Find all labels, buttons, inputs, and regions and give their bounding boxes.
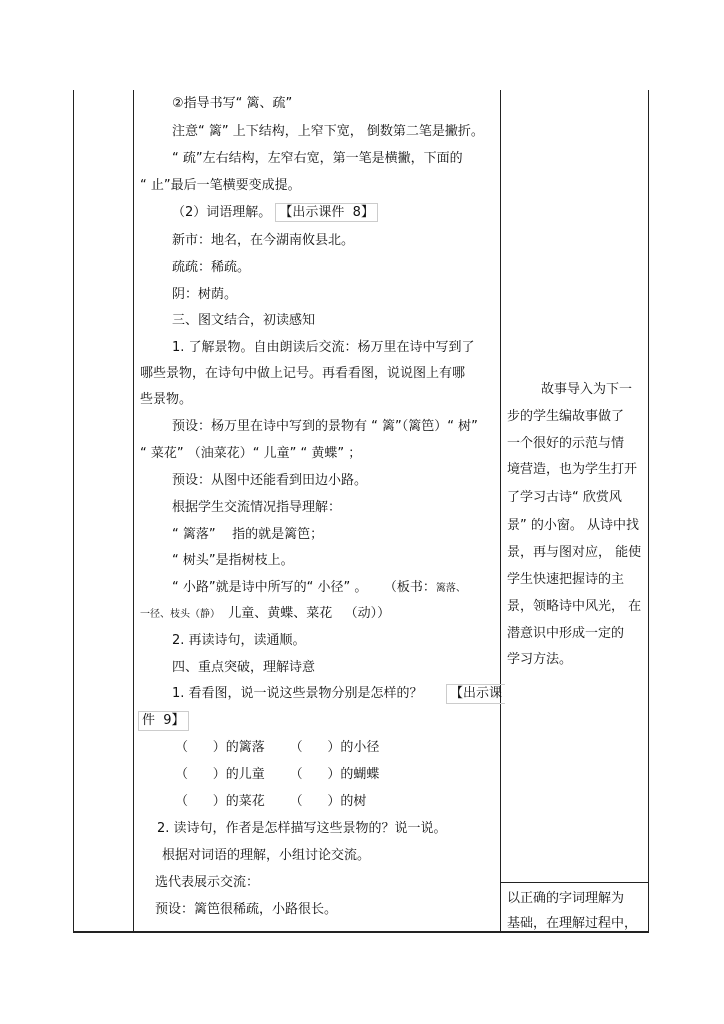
section-heading: 三、图文结合，初读感知 (172, 313, 316, 328)
note-line: 以正确的字词理解为 (507, 891, 625, 906)
note-line: 步的学生编故事做了 (507, 409, 625, 424)
note-line: 了学习古诗“ 欣赏风 (507, 490, 622, 505)
text: “ 小路”就是诗中所写的“ 小径” 。 （板书： (172, 580, 436, 595)
table-column-divider (500, 90, 501, 933)
text-line: 些景物。 (140, 392, 193, 407)
fill-blank-line: （ ）的菜花 （ ）的树 (175, 794, 367, 809)
text-line (172, 580, 466, 597)
table-column-divider (133, 90, 134, 933)
note-line: 学习方法。 (507, 652, 573, 667)
text-line: 1. 看看图，说一说这些景物分别是怎样的？ (172, 686, 423, 701)
note-line: 一个很好的示范与情 (507, 436, 625, 451)
section-heading: 四、重点突破，理解诗意 (172, 660, 316, 675)
text-line: 疏疏：稀疏。 (172, 260, 251, 275)
note-line: 故事导入为下一 (541, 382, 633, 397)
table-border-right (648, 90, 649, 933)
board-note: 篱落、 (435, 583, 466, 594)
text-line (172, 205, 378, 221)
note-line: 景，领略诗中风光， 在 (507, 599, 642, 614)
note-line: 景，再与图对应， 能使 (507, 545, 642, 560)
text-line: 预设：篱笆很稀疏，小路很长。 (155, 902, 338, 917)
text-line: ②指导书写“ 篱、疏” (172, 96, 293, 111)
text-line: 1. 了解景物。自由朗读后交流：杨万里在诗中写到了 (172, 340, 475, 355)
text: 儿童、黄蝶、菜花 （动）） (220, 606, 391, 621)
text-line: 哪些景物，在诗句中做上记号。再看看图，说说图上有哪 (140, 366, 466, 381)
fill-blank-line: （ ）的儿童 （ ）的蝴蝶 (175, 767, 380, 782)
note-line: 境营造，也为学生打开 (507, 462, 638, 477)
text-line: 选代表展示交流： (155, 875, 260, 890)
note-line: 基础，在理解过程中， (507, 916, 638, 931)
text: （2）词语理解。 (172, 205, 272, 220)
text-line: 阴：树荫。 (172, 287, 238, 302)
board-note: 一径、枝头（静） (140, 609, 220, 620)
text-line: 根据对词语的理解，小组讨论交流。 (162, 848, 371, 863)
text-line: “ 止”最后一笔横要变成提。 (140, 178, 301, 193)
text-line: “ 菜花” （油菜花）“ 儿童” “ 黄蝶” ； (140, 446, 362, 461)
text-line: 2. 读诗句，作者是怎样描写这些景物的？说一说。 (157, 821, 447, 836)
text-line: 预设：杨万里在诗中写到的景物有 “ 篱”（篱笆）“ 树” (172, 419, 478, 434)
courseware-9-tag: 件 9】 (138, 711, 189, 731)
text-line: “ 篱落” 指的就是篱笆； (172, 527, 324, 542)
table-border-left (73, 90, 74, 933)
text-line: 2. 再读诗句，读通顺。 (172, 633, 306, 648)
courseware-8-tag: 【出示课件 8】 (275, 203, 378, 222)
fill-blank-line: （ ）的篱落 （ ）的小径 (175, 740, 380, 755)
notes-row-divider (500, 882, 649, 883)
text-line: 注意“ 篱” 上下结构，上窄下宽， 倒数第二笔是撇折。 (172, 124, 484, 139)
courseware-9-tag: 【出示课 (446, 684, 505, 704)
text-line: 预设：从图中还能看到田边小路。 (172, 473, 368, 488)
note-line: 景” 的小窗。 从诗中找 (507, 518, 639, 533)
text-line: 根据学生交流情况指导理解： (172, 500, 342, 515)
text-line (140, 606, 390, 623)
note-line: 潜意识中形成一定的 (507, 626, 625, 641)
text-line: “ 树头”是指树枝上。 (172, 553, 294, 568)
note-line: 学生快速把握诗的主 (507, 572, 625, 587)
text-line: 新市：地名，在今湖南攸县北。 (172, 233, 355, 248)
text-line: “ 疏”左右结构，左窄右宽，第一笔是横撇，下面的 (172, 151, 463, 166)
